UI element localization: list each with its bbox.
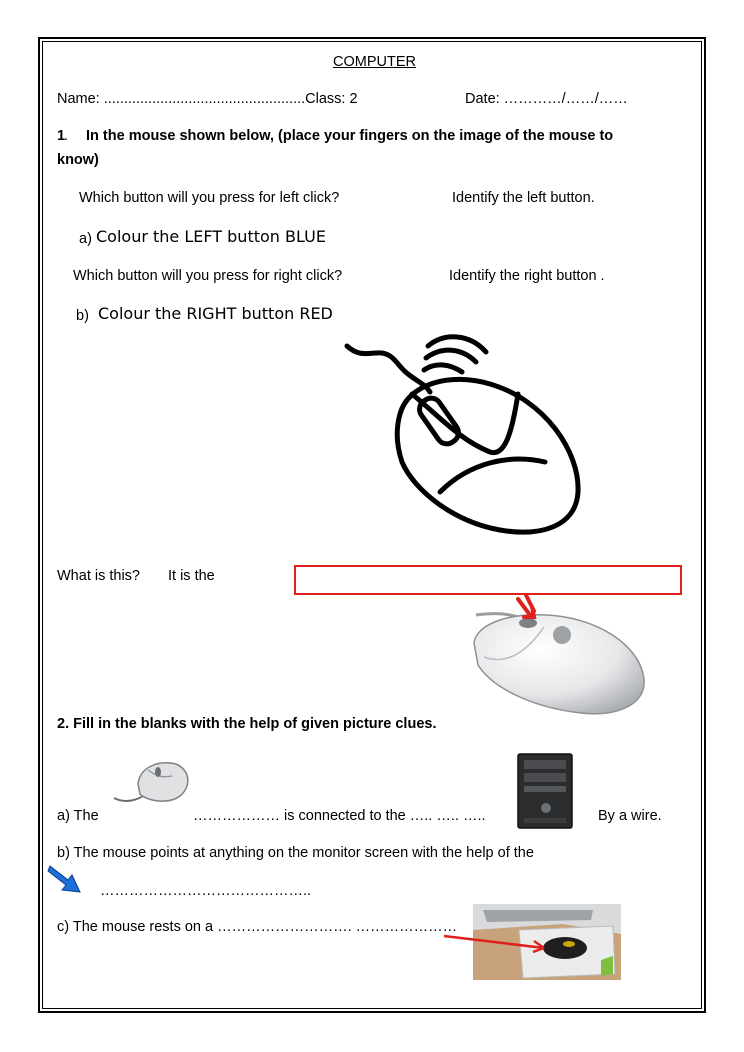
q2-heading: 2. Fill in the blanks with the help of given picture clues. bbox=[57, 716, 437, 732]
cpu-tower-icon bbox=[516, 752, 574, 830]
q2b-blank: …………………………………….. bbox=[100, 883, 312, 899]
what-is-this-question: What is this? bbox=[57, 568, 140, 584]
mouse-outline-icon bbox=[340, 322, 590, 537]
q2c-line: c) The mouse rests on a ………………………. ………………… bbox=[57, 919, 458, 935]
q2a-middle: ……………… is connected to the ….. ….. ….. bbox=[193, 808, 486, 824]
right-click-question: Which button will you press for right click? bbox=[73, 268, 343, 284]
answer-box[interactable] bbox=[294, 565, 682, 595]
name-class-line: Name: ..................................................Class: 2 bbox=[57, 91, 358, 107]
it-is-the-label: It is the bbox=[168, 568, 215, 584]
q2b-line: b) The mouse points at anything on the monitor screen with the help of the bbox=[57, 845, 534, 861]
right-button-identify: Identify the right button . bbox=[449, 268, 605, 284]
q1-number: 1 bbox=[57, 128, 66, 144]
left-button-identify: Identify the left button. bbox=[452, 190, 595, 206]
q1b-label: b) bbox=[76, 308, 89, 324]
q1a-label: a) bbox=[79, 231, 92, 247]
red-pointer-arrow bbox=[440, 930, 560, 954]
q1-prompt-line1: In the mouse shown below, (place your fingers on the image of the mouse to bbox=[86, 128, 614, 144]
q1-prompt-line2: know) bbox=[57, 152, 99, 168]
q1b-instruction: Colour the RIGHT button RED bbox=[98, 304, 333, 323]
blue-arrow-icon bbox=[46, 862, 84, 896]
small-mouse-icon bbox=[108, 754, 194, 810]
q1a-instruction: Colour the LEFT button BLUE bbox=[96, 227, 326, 246]
q2a-end: By a wire. bbox=[598, 808, 662, 824]
date-line: Date: …………/……/…… bbox=[465, 91, 628, 107]
left-click-question: Which button will you press for left click? bbox=[79, 190, 340, 206]
q1-dot: . bbox=[64, 128, 69, 144]
worksheet-title: COMPUTER bbox=[333, 54, 416, 70]
q2a-start: a) The bbox=[57, 808, 99, 824]
mouse-photo-icon bbox=[466, 595, 652, 720]
